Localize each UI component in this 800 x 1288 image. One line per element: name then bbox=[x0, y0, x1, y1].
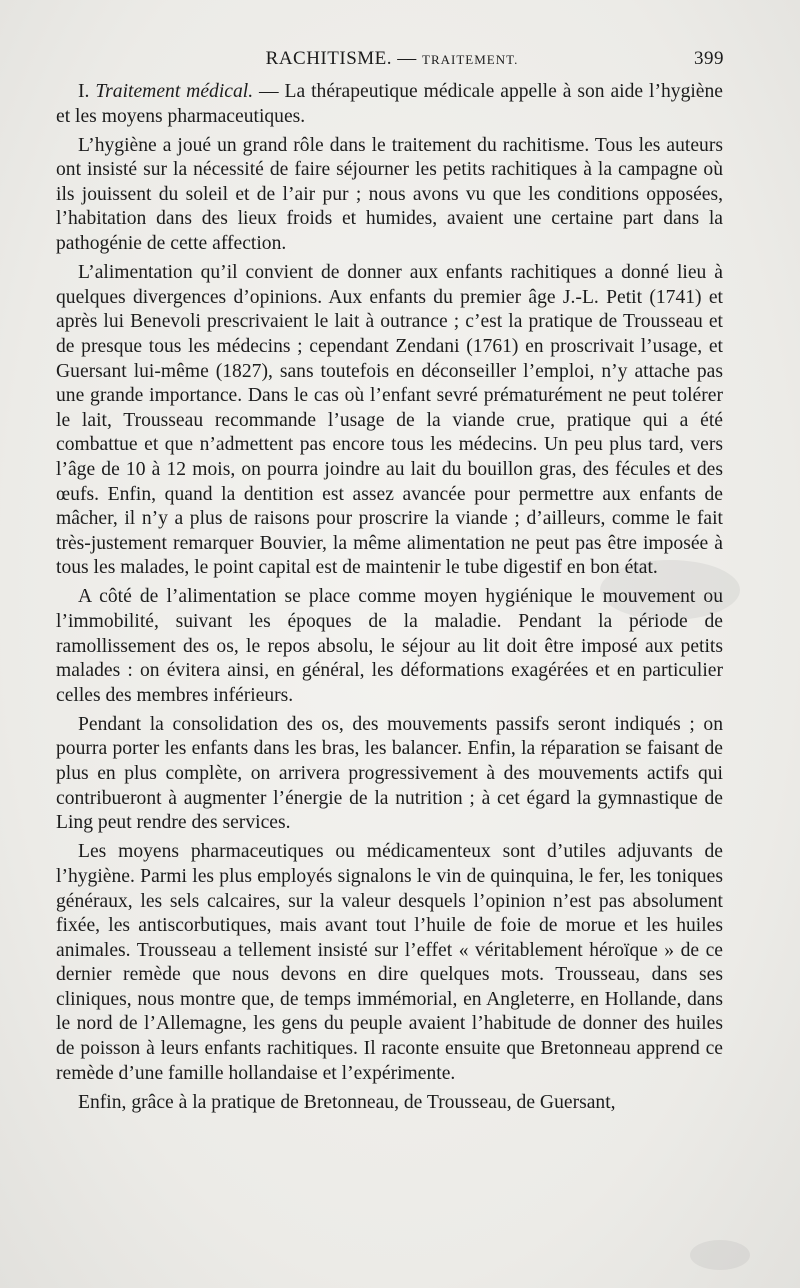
paper-stain bbox=[690, 1240, 750, 1270]
running-title bbox=[60, 48, 724, 70]
paragraph-final: Enfin, grâce à la pratique de Bretonneau, de Trousseau, de Guersant, bbox=[78, 1091, 616, 1113]
paragraph-hygiene: L’hygiène a joué un grand rôle dans le traitement du rachitisme. Tous les auteurs ont insisté sur la nécessité de faire séjourner les petits rachitiques à la campagne où ils jouissent du soleil et de l’air pur ; nous avons vu que les conditions opposées, l’habitation dans des lieux froids et humides, avaient une certaine part dans la pathogénie de cette affection. bbox=[56, 134, 723, 255]
running-title-sub: TRAITEMENT. bbox=[422, 52, 519, 67]
paragraph-text: — La thérapeutique médicale appelle à son aide l’hygiène et les moyens pharmaceutiques. bbox=[56, 81, 723, 127]
paragraph-pharmaceutique: Les moyens pharmaceutiques ou médicamenteux sont d’utiles adjuvants de l’hygiène. Parmi les plus employés signalons le vin de quinquina, le fer, les toniques généraux, les sels calcaires, sur la valeur desquels l’opinion n’est pas absolument fixée, les antiscorbutiques, mais avant tout l’huile de foie de morue et les huiles animales. Trousseau a tellement insisté sur l’effet « véritablement héroïque » de ce dernier remède que nous devons en dire quelques mots. Trousseau, dans ses cliniques, nous montre que, de temps immémorial, en Angleterre, en Hollande, dans le nord de l’Allemagne, les gens du peuple avaient l’habitude de donner des huiles de poisson à leurs enfants rachitiques. Il raconte ensuite que Bretonneau apprend ce remède d’une famille hollandaise et l’expérimente. bbox=[56, 841, 723, 1084]
page-number: 399 bbox=[694, 48, 724, 69]
paragraph-alimentation: L’alimentation qu’il convient de donner aux enfants rachitiques a donné lieu à quelques divergences d’opinions. Aux enfants du premier âge J.-L. Petit (1741) et après lui Benevoli prescrivaient le lait à outrance ; c’est la pratique de Trousseau et de presque tous les médecins ; cependant Zendani (1761) en proscrivait l’usage, et Guersant lui-même (1827), sans toutefois en déconseiller l’emploi, n’y attache pas une grande importance. Dans le cas où l’enfant sevré prématurément ne peut tolérer le lait, Trousseau recommande l’usage de la viande crue, pratique qui a été combattue et que n’admettent pas encore tous les médecins. Un peu plus tard, vers l’âge de 10 à 12 mois, on pourra joindre au lait du bouillon gras, des fécules et des œufs. Enfin, quand la dentition est assez avancée pour permettre aux enfants de mâcher, il n’y a plus de raisons pour proscrire la viande ; d’ailleurs, comme le fait très-justement remarquer Bouvier, la même alimentation ne peut pas être imposée à tous les malades, le point capital est de maintenir le tube digestif en bon état. bbox=[56, 262, 723, 579]
paragraph-intro bbox=[56, 80, 723, 129]
paragraph-consolidation: Pendant la consolidation des os, des mouvements passifs seront indiqués ; on pourra porter les enfants dans les bras, les balancer. Enfin, la réparation se faisant de plus en plus complète, on arrivera progressivement à des mouvements actifs qui contribueront à augmenter l’énergie de la nutrition ; à cet égard la gymnastique de Ling peut rendre des services. bbox=[56, 713, 723, 834]
running-title-main: RACHITISME. — bbox=[265, 48, 417, 69]
section-title: Traitement médical. bbox=[95, 81, 254, 102]
running-header bbox=[60, 48, 724, 74]
section-numeral: I. bbox=[78, 81, 90, 102]
paragraph-mouvement: A côté de l’alimentation se place comme moyen hygiénique le mouvement ou l’immobilité, suivant les époques de la maladie. Pendant la période de ramollissement des os, le repos absolu, le séjour au lit doit être imposé aux petits malades : on évitera ainsi, en général, les déformations exagérées et en particulier celles des membres inférieurs. bbox=[56, 586, 723, 706]
body-text bbox=[56, 80, 723, 1120]
